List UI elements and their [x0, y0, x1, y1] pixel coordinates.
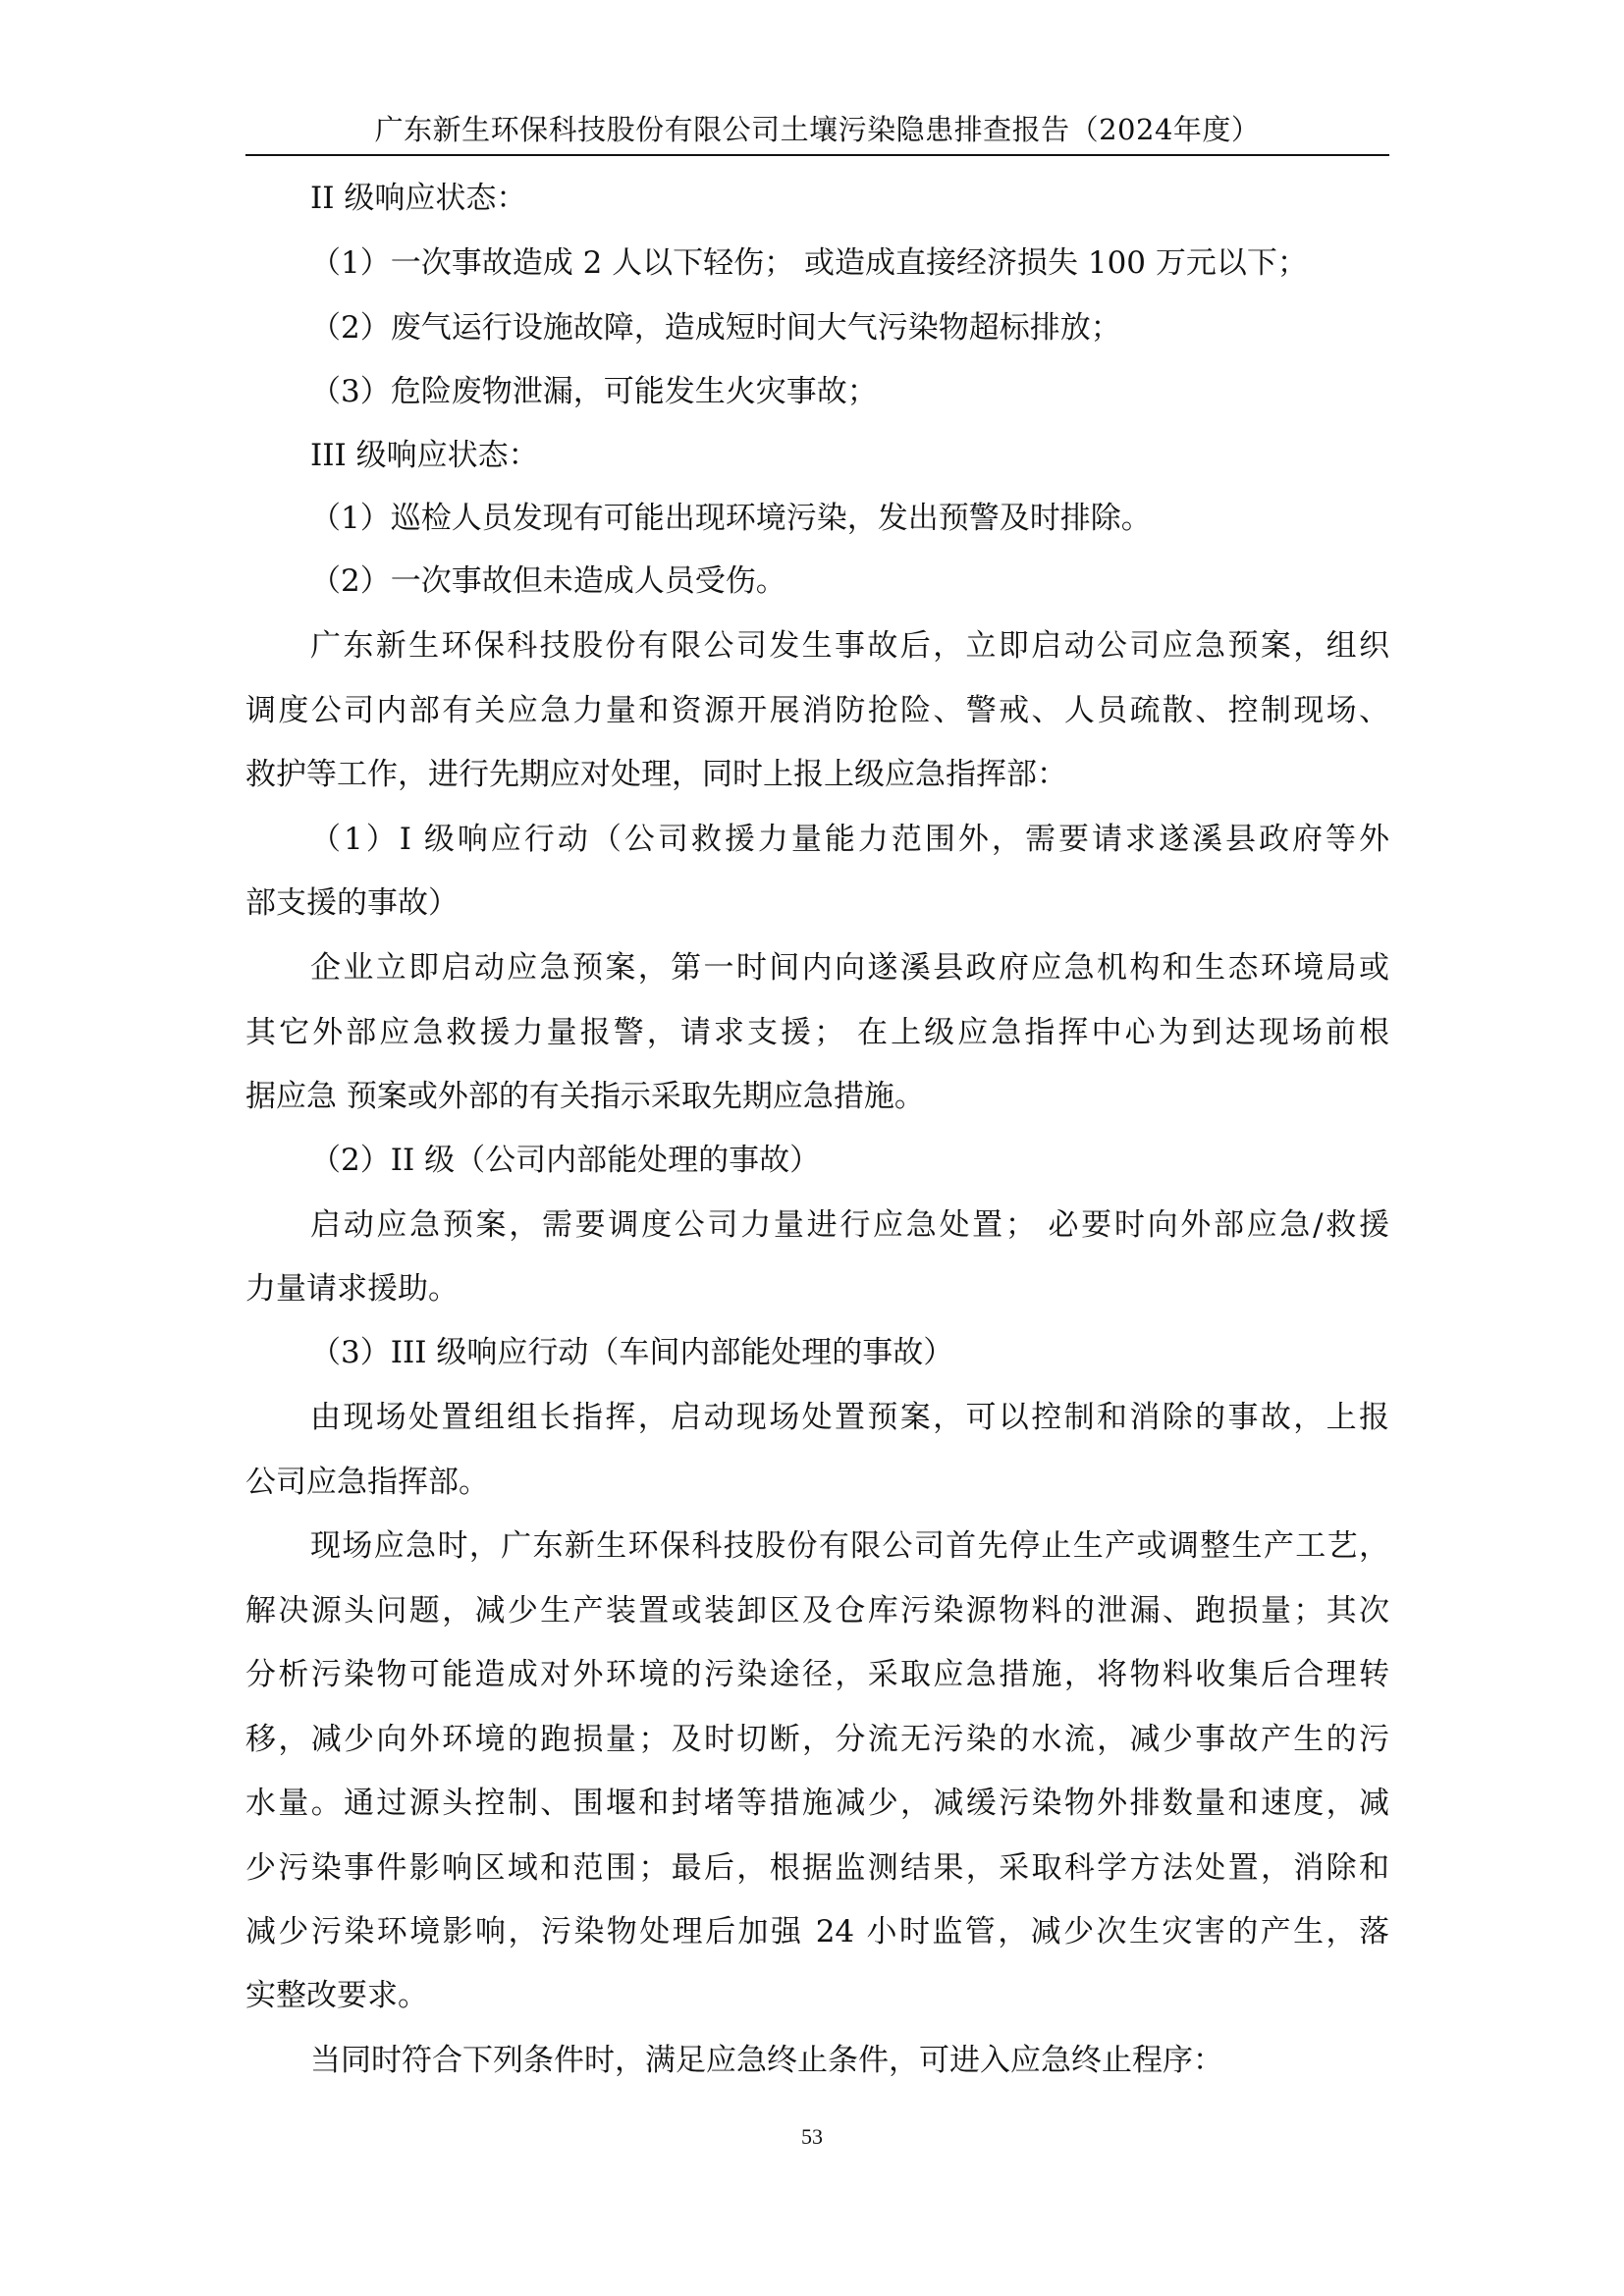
paragraph-line: 少污染事件影响区域和范围；最后，根据监测结果，采取科学方法处置，消除和	[245, 1850, 1389, 1886]
paragraph-line: 企业立即启动应急预案，第一时间内向遂溪县政府应急机构和生态环境局或	[310, 950, 1389, 986]
paragraph-line: （2）一次事故但未造成人员受伤。	[310, 563, 786, 599]
paragraph-line: 当同时符合下列条件时，满足应急终止条件，可进入应急终止程序：	[310, 2043, 1223, 2078]
paragraph-line: II 级响应状态：	[310, 181, 527, 216]
paragraph-line: （3）危险废物泄漏，可能发生火灾事故；	[310, 374, 878, 409]
paragraph-line: 救护等工作，进行先期应对处理，同时上报上级应急指挥部：	[245, 757, 1067, 792]
paragraph-line: 现场应急时，广东新生环保科技股份有限公司首先停止生产或调整生产工艺，	[310, 1528, 1389, 1564]
header-rule	[245, 154, 1389, 156]
paragraph-line: （2）废气运行设施故障，造成短时间大气污染物超标排放；	[310, 310, 1121, 346]
paragraph-line: 其它外部应急救援力量报警，请求支援； 在上级应急指挥中心为到达现场前根	[245, 1015, 1389, 1050]
paragraph-line: 据应急 预案或外部的有关指示采取先期应急措施。	[245, 1079, 925, 1114]
paragraph-line: 解决源头问题，减少生产装置或装卸区及仓库污染源物料的泄漏、跑损量；其次	[245, 1593, 1389, 1629]
paragraph-line: （1）I 级响应行动（公司救援力量能力范围外，需要请求遂溪县政府等外	[310, 822, 1389, 857]
paragraph-line: 由现场处置组组长指挥，启动现场处置预案，可以控制和消除的事故，上报	[310, 1400, 1389, 1435]
paragraph-line: （2）II 级（公司内部能处理的事故）	[310, 1143, 821, 1178]
page-header-title: 广东新生环保科技股份有限公司土壤污染隐患排查报告（2024年度）	[374, 113, 1261, 146]
paragraph-line: （1）一次事故造成 2 人以下轻伤； 或造成直接经济损失 100 万元以下；	[310, 245, 1308, 281]
paragraph-line: 水量。通过源头控制、围堰和封堵等措施减少，减缓污染物外排数量和速度，减	[245, 1786, 1389, 1821]
paragraph-line: 公司应急指挥部。	[245, 1465, 489, 1500]
page-number: 53	[801, 2124, 823, 2149]
paragraph-line: 移，减少向外环境的跑损量；及时切断，分流无污染的水流，减少事故产生的污	[245, 1722, 1389, 1757]
paragraph-line: 启动应急预案，需要调度公司力量进行应急处置； 必要时向外部应急/救援	[310, 1207, 1389, 1243]
paragraph-line: 实整改要求。	[245, 1978, 428, 2013]
paragraph-line: 力量请求援助。	[245, 1271, 459, 1307]
paragraph-line: 部支援的事故）	[245, 885, 459, 921]
paragraph-line: 调度公司内部有关应急力量和资源开展消防抢险、警戒、人员疏散、控制现场、	[245, 693, 1389, 728]
paragraph-line: III 级响应状态：	[310, 438, 539, 473]
paragraph-line: 减少污染环境影响，污染物处理后加强 24 小时监管，减少次生灾害的产生，落	[245, 1914, 1389, 1949]
paragraph-line: 广东新生环保科技股份有限公司发生事故后，立即启动公司应急预案，组织	[310, 628, 1389, 664]
paragraph-line: （3）III 级响应行动（车间内部能处理的事故）	[310, 1335, 954, 1370]
paragraph-line: 分析污染物可能造成对外环境的污染途径，采取应急措施，将物料收集后合理转	[245, 1657, 1389, 1692]
paragraph-line: （1）巡检人员发现有可能出现环境污染，发出预警及时排除。	[310, 501, 1152, 536]
